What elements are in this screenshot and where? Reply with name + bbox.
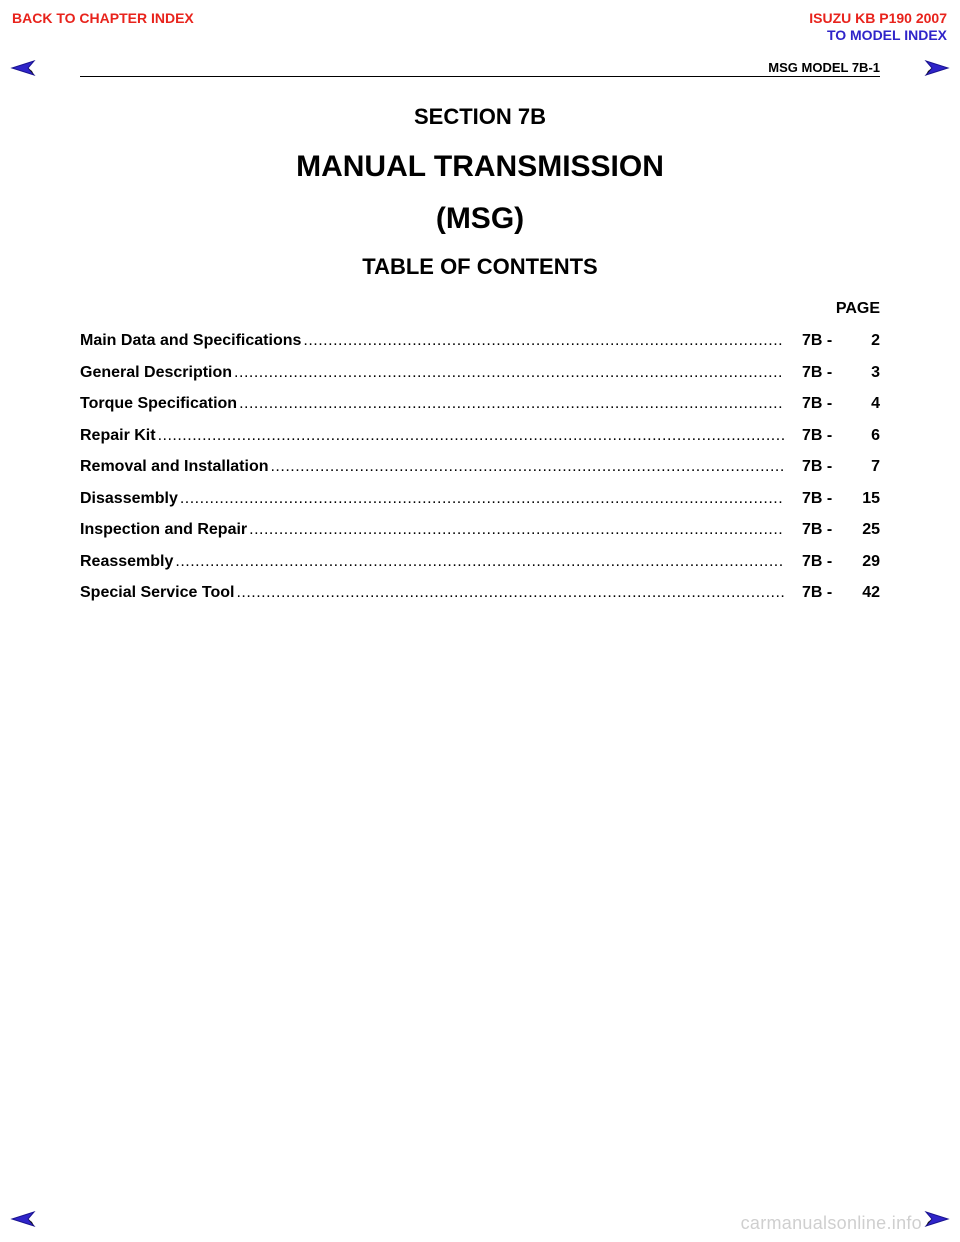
toc-entry-title: Removal and Installation [80,458,269,475]
model-links [809,10,947,44]
model-name-link[interactable]: ISUZU KB P190 2007 [809,10,947,26]
dot-leader [180,490,784,508]
toc-entry-title: Special Service Tool [80,584,235,601]
toc-entry-title: Inspection and Repair [80,521,248,538]
toc-entry-page: 15 [862,489,880,507]
toc-entry-prefix: 7B - [802,584,833,601]
previous-page-left-arrow-icon[interactable] [10,1209,36,1229]
toc-heading: TABLE OF CONTENTS [362,254,598,279]
dot-leader [234,364,784,382]
dot-leader [270,458,784,476]
toc-entry-title: Reassembly [80,552,174,570]
toc-entry-title: General Description [80,363,233,381]
back-to-chapter-index-link[interactable]: BACK TO CHAPTER INDEX [12,10,194,26]
dot-leader [158,427,784,445]
toc-entry-torque-specification[interactable] [80,395,880,427]
document-subtitle: (MSG) [435,202,525,235]
document-title: MANUAL TRANSMISSION [296,150,664,183]
toc-entry-title: Repair Kit [80,426,156,444]
toc-entry-page: 2 [871,332,880,349]
toc-entry-page: 42 [862,584,880,601]
toc-entry-page: 25 [862,521,880,538]
toc-entry-prefix: 7B - [802,552,833,570]
toc-entry-prefix: 7B - [802,363,833,381]
dot-leader [236,584,784,602]
page-column-label: PAGE [835,300,880,317]
toc-entry-title: Torque Specification [80,395,238,412]
toc-entry-prefix: 7B - [802,332,833,349]
dot-leader [175,553,784,571]
next-page-right-arrow-icon[interactable] [924,58,950,78]
toc-entry-page: 6 [871,426,880,444]
toc-entry-prefix: 7B - [802,395,833,412]
dot-leader [303,332,784,350]
to-model-index-link[interactable]: TO MODEL INDEX [826,27,947,43]
toc-entry-prefix: 7B - [802,489,833,507]
toc-entry-special-service-tool[interactable] [80,584,880,616]
title-block [0,104,960,280]
toc-entry-removal-installation[interactable] [80,458,880,490]
dot-leader [239,395,784,413]
toc-entry-reassembly[interactable] [80,553,880,585]
next-page-right-arrow-icon[interactable] [924,1209,950,1229]
watermark: carmanualsonline.info [740,1213,922,1233]
toc-entry-repair-kit[interactable] [80,427,880,459]
dot-leader [249,521,784,539]
toc-entry-page: 29 [862,552,880,570]
section-label: SECTION 7B [413,104,547,129]
running-header: MSG MODEL 7B-1 [768,60,880,75]
toc-entry-inspection-repair[interactable] [80,521,880,553]
toc-entry-page: 4 [871,395,880,412]
toc-entry-page: 7 [871,458,880,475]
toc-entry-disassembly[interactable] [80,490,880,522]
toc-entry-prefix: 7B - [802,426,833,444]
toc-entry-title: Disassembly [80,489,178,507]
toc-entry-page: 3 [871,363,880,381]
toc-entry-prefix: 7B - [802,458,833,475]
toc-entry-main-data[interactable] [80,332,880,364]
toc-entry-title: Main Data and Specifications [80,332,302,349]
toc-entry-general-description[interactable] [80,364,880,396]
toc-entry-prefix: 7B - [802,521,833,538]
table-of-contents [80,332,880,616]
previous-page-left-arrow-icon[interactable] [10,58,36,78]
header-divider [80,76,880,77]
